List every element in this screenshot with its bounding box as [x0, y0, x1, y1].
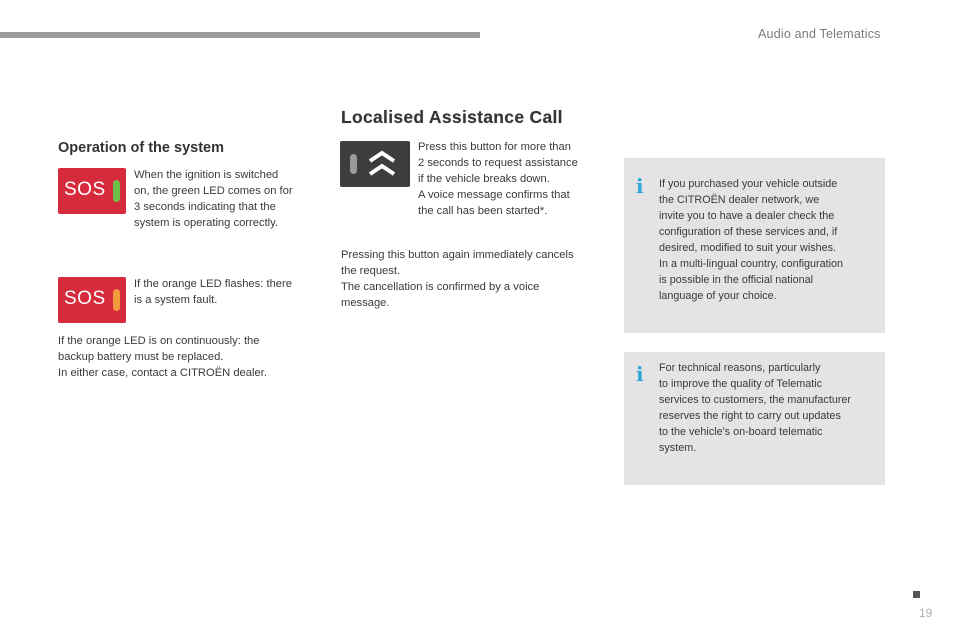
assistance-button [340, 141, 410, 187]
header-title: Audio and Telematics [758, 27, 881, 41]
info-box-technical [624, 352, 885, 485]
assistance-cancel-text: Pressing this button again immediately cancels the request. The cancellation is confirmed by a voice message. [341, 249, 574, 309]
info-icon: i [636, 362, 644, 386]
orange-led-icon [113, 289, 120, 311]
info-text-dealer: If you purchased your vehicle outside the CITROËN dealer network, we invite you to have a dealer check the configuration of these services and, if desired, modified to suit your wishes. In a multi-lingual country, configuration is possible in the official national language of your choice. [659, 178, 844, 302]
footer-marker [913, 591, 920, 598]
page-number: 19 [919, 606, 933, 620]
info-box-dealer [624, 158, 885, 333]
info-text-technical: For technical reasons, particularly to improve the quality of Telematic services to customers, the manufacturer reserves the right to carry out updates to the vehicle's on-board telematic system. [659, 362, 852, 454]
green-led-icon [113, 180, 120, 202]
info-icon: i [636, 174, 644, 198]
assistance-press-text: Press this button for more than 2 seconds to request assistance if the vehicle breaks down. A voice message confirms that the call has been started*. [418, 141, 578, 217]
sos-button-orange-led [58, 277, 126, 323]
green-led-text: When the ignition is switched on, the green LED comes on for 3 seconds indicating that the system is operating correctly. [134, 169, 293, 229]
operation-title: Operation of the system [58, 140, 224, 156]
header-bar [0, 32, 480, 38]
orange-flash-text: If the orange LED flashes: there is a system fault. [134, 278, 292, 306]
sos-button-green-led [58, 168, 126, 214]
sos-label: SOS [64, 288, 106, 309]
assistance-led-icon [350, 154, 357, 174]
sos-label: SOS [64, 179, 106, 200]
assistance-title: Localised Assistance Call [341, 107, 563, 127]
citroen-chevron-icon [366, 149, 398, 179]
orange-continuous-text: If the orange LED is on continuously: the backup battery must be replaced. In either case, contact a CITROËN dealer. [58, 335, 267, 379]
